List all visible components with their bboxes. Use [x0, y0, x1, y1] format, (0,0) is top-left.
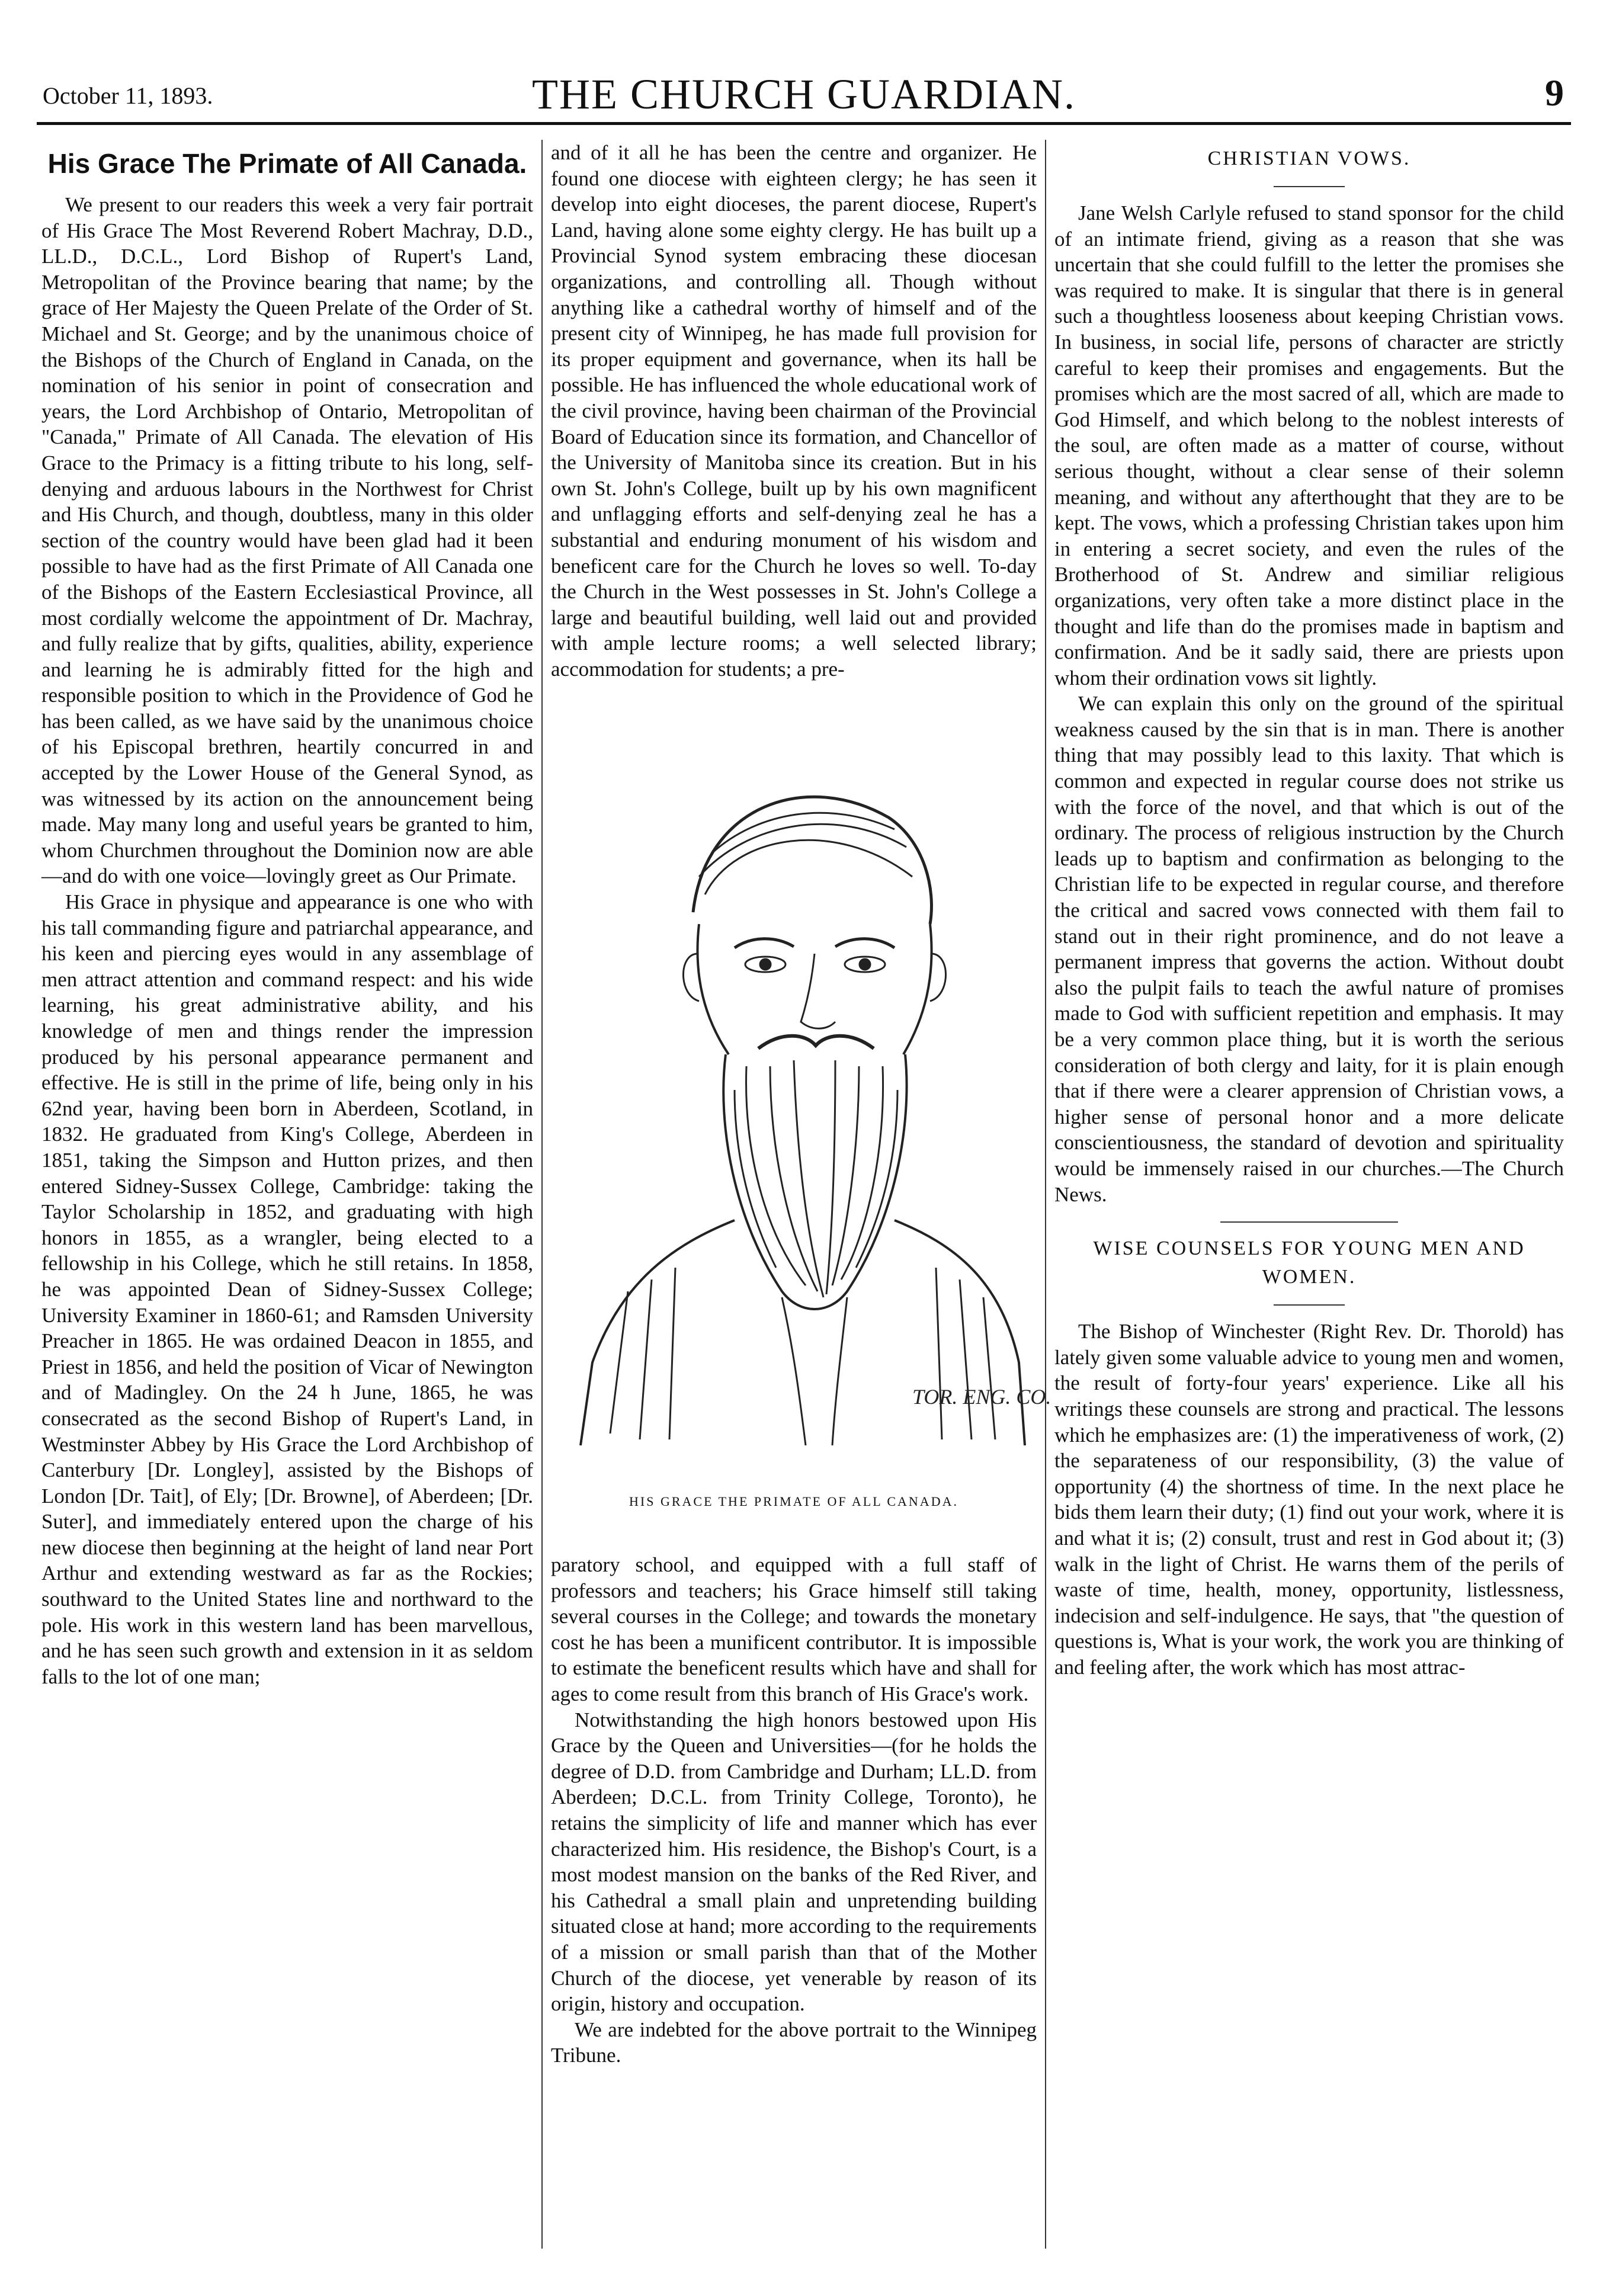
column-divider — [541, 140, 543, 2249]
engraver-signature: TOR. ENG. CO. — [912, 1385, 1051, 1409]
column-middle-top — [551, 140, 1037, 681]
column-divider — [1045, 140, 1046, 2249]
article-credit: We are indebted for the above portrait to the Winnipeg Tribune. — [551, 2018, 1037, 2067]
column-left — [41, 140, 533, 2272]
article-paragraph: We present to our readers this week a very fair portrait of His Grace The Most Reverend Robert Machray, D.D., LL.D., D.C.L., Lord Bishop of Rupert's Land, Metropolitan of the Province bearing that name; by the grace of Her Majesty the Queen Prelate of the Order of St. Michael and St. George; and by the unanimous choice of the Bishops of the Church of England in Canada, on the nomination of his senior in point of consecration and years, the Lord Archbishop of Ontario, Metropolitan of "Canada," Primate of All Canada. The elevation of His Grace to the Primacy is a fitting tribute to his long, self-denying and arduous labours in the Northwest for Christ and His Church, and though, doubtless, many in this older section of the country would have been glad had it been possible to have had as the first Primate of All Canada one of the Bishops of the Eastern Ecclesiastical Province, all most cordially welcome the appointment of Dr. Machray, and fully realize that by gifts, qualities, ability, experience and learning he is admirably fitted for the high and responsible position to which in the Providence of God he has been called, as we have said by the unanimous choice of his Episcopal brethren, heartily concurred in and accepted by the Lower House of the General Synod, as was witnessed by its action on the announcement being made. May many long and useful years be granted to him, whom Churchmen throughout the Dominion now are able—and do with one voice—lovingly greet as Our Primate. — [41, 193, 533, 888]
article-paragraph: Jane Welsh Carlyle refused to stand sponsor for the child of an intimate friend, giving as a reason that she was uncertain that she could fulfill to the letter the promises she was required to make. It is singular that there is in general such a thoughtless looseness about keeping Christian vows. In business, in social life, persons of character are strictly careful to keep their promises and engagements. But the promises which are the most sacred of all, which are made to God Himself, and which belong to the noblest interests of the soul, are often made as a matter of course, without serious thought, without a clear sense of their solemn meaning, and without any afterthought that they are to be kept. The vows, which a professing Christian takes upon him in entering a secret society, and even the rules of the Brotherhood of St. Andrew and similiar religious organizations, very often take a more distinct place in the thought and life than do the promises made in baptism and confirmation. And be it sadly said, there are priests upon whom their ordination vows sit lightly. — [1054, 201, 1564, 690]
section-heading-wise-counsels: WISE COUNSELS FOR YOUNG MEN AND WOMEN. — [1093, 1237, 1525, 1288]
masthead-rule — [37, 122, 1571, 125]
article-paragraph: We can explain this only on the ground of the spiritual weakness caused by the sin that is in man. There is another thing that may possibly lead to this laxity. That which is common and expected in regular course does not strike us with the force of the novel, and that which is out of the ordinary. The process of religious instruction by the Church leads up to baptism and confirmation as belonging to the Christian life to be expected in regular course, and therefore the critical and sacred vows connected with them fail to stand out in their right prominence, and do not leave a permanent impress that governs the action. Without doubt also the pulpit fails to teach the awful nature of promises made to God with sufficient repetition and emphasis. It may be a very common place thing, but it is worth the serious consideration of both clergy and laity, for it is plain enough that if there were a clearer apprension of Christian vows, a higher sense of personal honor and a more delicate conscientiousness, the standard of devotion and spirituality would be immensely raised in our churches.—The Church News. — [1054, 692, 1564, 1206]
article-paragraph: Notwithstanding the high honors bestowed upon His Grace by the Queen and Universities—(for he holds the degree of D.D. from Cambridge and Durham; LL.D. from Aberdeen; D.C.L. from Trinity College, Toronto), he retains the simplicity of life and manner which has ever characterized him. His residence, the Bishop's Court, is a most modest mansion on the banks of the Red River, and his Cathedral a small plain and unpretending building situated close at hand; more according to the requirements of a mission or small parish than that of the Mother Church of the diocese, yet venerable by reason of its origin, history and occupation. — [551, 1708, 1037, 2016]
article-paragraph: paratory school, and equipped with a full staff of professors and teachers; his Grace himself still taking several courses in the College; and towards the monetary cost he has been a munificent contributor. It is impossible to estimate the beneficent results which have and shall for ages to come result from this branch of His Grace's work. — [551, 1553, 1037, 1705]
section-heading-christian-vows: CHRISTIAN VOWS. — [1207, 147, 1411, 169]
heading-rule — [1274, 1304, 1345, 1306]
portrait-caption: HIS GRACE THE PRIMATE OF ALL CANADA. — [629, 1494, 958, 1509]
page-number: 9 — [1545, 72, 1564, 114]
article-headline: His Grace The Primate of All Canada. — [47, 148, 527, 179]
masthead — [37, 65, 1571, 130]
issue-date: October 11, 1893. — [43, 82, 213, 109]
column-middle-bottom — [551, 1552, 1037, 2263]
article-paragraph: and of it all he has been the centre and organizer. He found one diocese with eighteen clergy; he has seen it develop into eight dioceses, the parent diocese, Rupert's Land, having alone some eighty clergy. He has built up a Provincial Synod system embracing these diocesan organizations, and controlling all. Though without anything like a cathedral worthy of himself and of the present city of Winnipeg, he has made full provision for its proper equipment and governance, when its hall be possible. He has influenced the whole educational work of the civil province, having been chairman of the Provincial Board of Education since its formation, and Chancellor of the University of Manitoba since its creation. But in his own St. John's College, built up by his own magnificent and unflagging efforts and self-denying zeal he has a substantial and enduring monument of his wisdom and beneficent care for the Church he loves so well. To-day the Church in the West possesses in St. John's College a large and beautiful building, well laid out and provided with ample lecture rooms; a well selected library; accommodation for students; a pre- — [551, 141, 1037, 681]
newspaper-title: THE CHURCH GUARDIAN. — [532, 70, 1076, 118]
article-separator — [1220, 1221, 1398, 1223]
article-paragraph: The Bishop of Winchester (Right Rev. Dr. Thorold) has lately given some valuable advice to young men and women, the result of forty-four years' experience. Like all his writings these counsels are strong and practical. The lessons which he emphasizes are: (1) the imperativeness of work, (2) the separateness of our responsibility, (3) the value of opportunity (4) the shortness of time. In the next place he bids them learn their duty; (1) find out your work, where it is and what it is; (2) consult, trust and rest in God about it; (3) walk in the light of Christ. He warns them of the perils of waste of time, health, money, opportunity, listlessness, indecision and self-indulgence. He says, that "the question of questions is, What is your work, the work you are thinking of and feeling after, the work which has most attrac- — [1054, 1320, 1564, 1679]
article-paragraph: His Grace in physique and appearance is one who with his tall commanding figure and patriarchal appearance, and his keen and piercing eyes would in any assemblage of men attract attention and command respect: and his wide learning, his great administrative ability, and his knowledge of men and things render the impression produced by his personal appearance permanent and effective. He is still in the prime of life, being only in his 62nd year, having been born in Aberdeen, Scotland, in 1832. He graduated from King's College, Aberdeen in 1851, taking the Simpson and Hutton prizes, and then entered Sidney-Sussex College, Cambridge: taking the Taylor Scholarship in 1852, and graduating with high honors in 1855, as a wrangler, being elected to a fellowship in his College, which he still retains. In 1858, he was appointed Dean of Sidney-Sussex College; University Examiner in 1860-61; and Ramsden University Preacher in 1865. He was ordained Deacon in 1855, and Priest in 1856, and held the position of Vicar of Newington and of Madingley. On the 24 h June, 1865, he was consecrated as the second Bishop of Rupert's Land, in Westminster Abbey by His Grace the Lord Archbishop of Canterbury [Dr. Longley], assisted by the Bishops of London [Dr. Tait], of Ely; [Dr. Browne], of Aberdeen; [Dr. Suter], and immediately entered upon the charge of his new diocese then beginning at the height of land near Port Arthur and extending westward as far as the Rockies; southward to the United States line and northward to the pole. His work in this western land has been marvellous, and he has seen such growth and extension in it as seldom falls to the lot of one man; — [41, 890, 533, 1688]
column-right — [1054, 140, 1564, 2272]
heading-rule — [1274, 186, 1345, 187]
primate-portrait-engraving — [557, 699, 1051, 1516]
